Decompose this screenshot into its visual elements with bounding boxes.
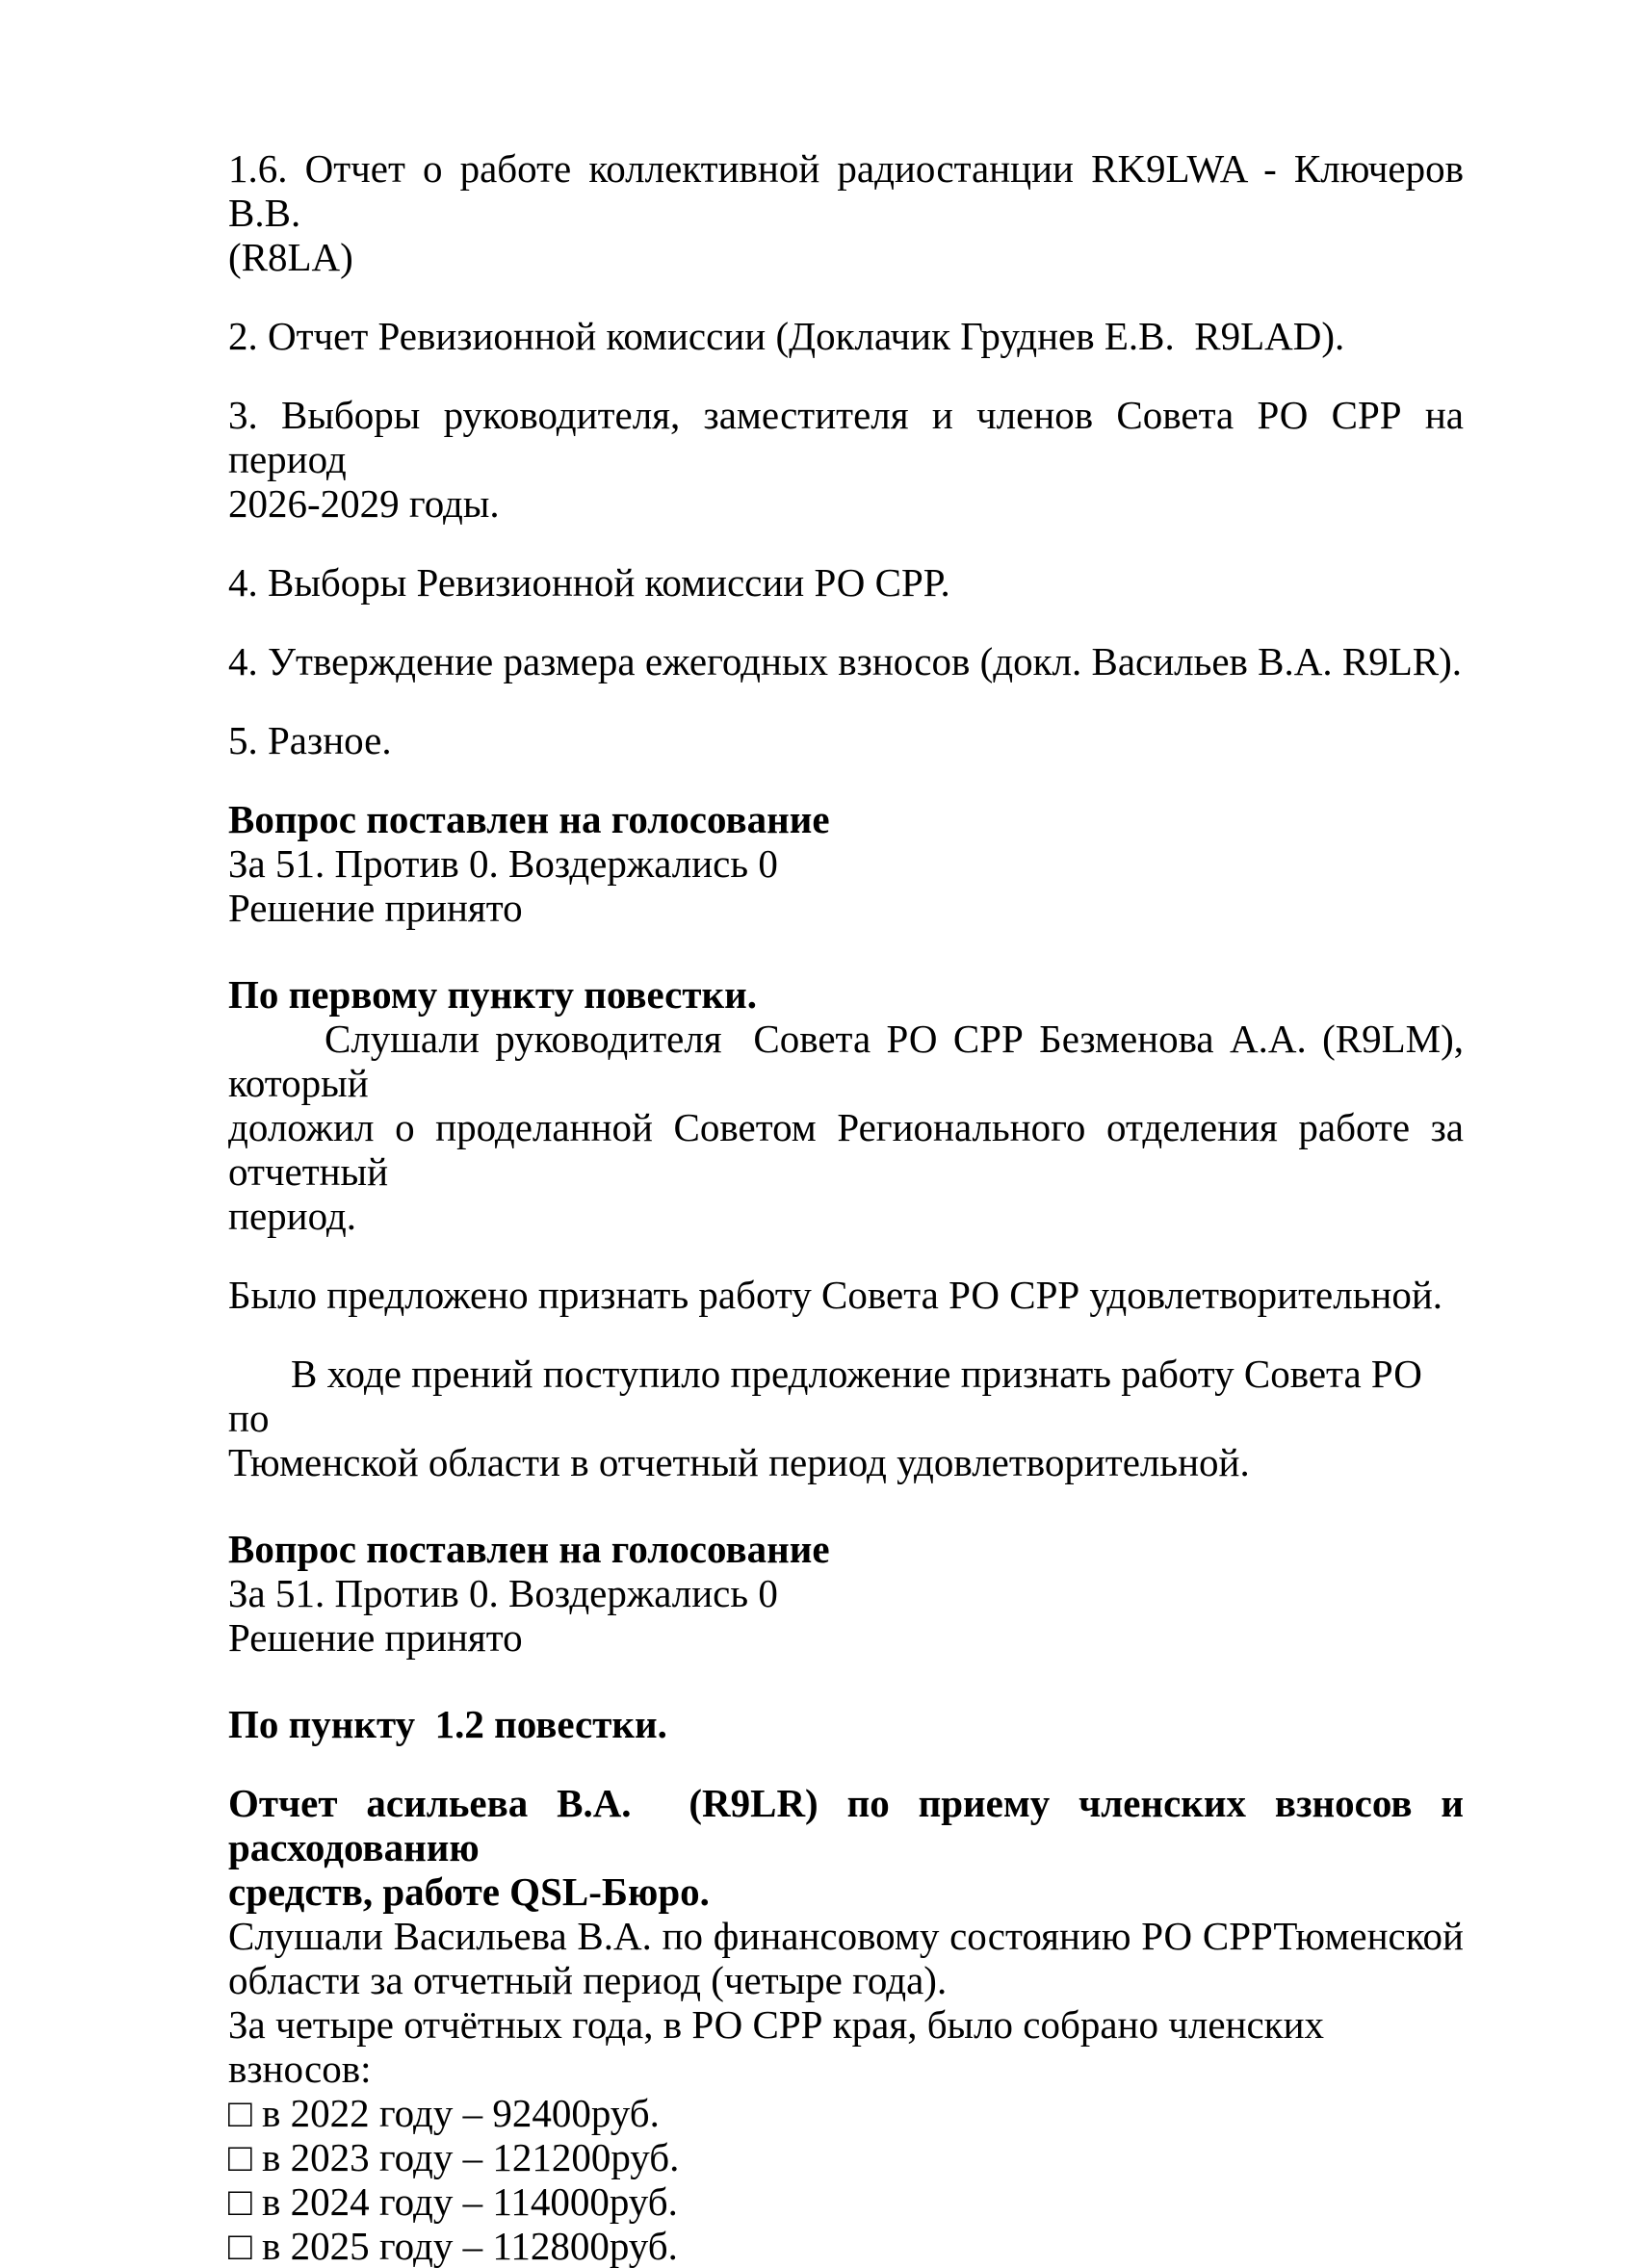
text-line: В ходе прений поступило предложение признать работу Совета РО по [228,1352,1422,1440]
paragraph-finance-report [228,1781,1464,2268]
text-line: По пункту 1.2 повестки. [228,1702,667,1746]
list-item-2023: □ в 2023 году – 121200руб. [228,2135,680,2179]
text-line: доложил о проделанной Советом Регионального отделения работе за отчетный [228,1105,1464,1194]
list-item-2025: □ в 2025 году – 112800руб. [228,2224,678,2268]
text-line: По первому пункту повестки. [228,972,758,1017]
text-line: 5. Разное. [228,718,392,762]
text-line: 2026-2029 годы. [228,481,500,526]
text-line: 2. Отчет Ревизионной комиссии (Доклачик Груднев Е.В. R9LAD). [228,314,1345,358]
text-line: За четыре отчётных года, в РО СРР края, было собрано членских взносов: [228,2002,1325,2091]
vote-result-block [228,797,1464,930]
text-line: Отчет асильева В.А. (R9LR) по приему членских взносов и расходованию [228,1781,1464,1869]
list-item-2024: □ в 2024 году – 114000руб. [228,2179,678,2224]
text-line: 4. Утверждение размера ежегодных взносов (докл. Васильев В.А. R9LR). [228,639,1462,683]
text-line: Слушали руководителя Совета РО СРР Безменова А.А. (R9LM), который [228,1017,1464,1105]
paragraph-debate [228,1352,1464,1484]
vote-result-block [228,1527,1464,1660]
text-line: Вопрос поставлен на голосование [228,797,830,841]
text-line: средств, работе QSL-Бюро. [228,1869,710,1914]
list-item-2022: □ в 2022 году – 92400руб. [228,2091,660,2135]
agenda-item-5 [228,718,1464,762]
text-line: Тюменской области в отчетный период удовлетворительной. [228,1440,1250,1484]
text-line: (R8LA) [228,235,353,279]
text-line: За 51. Против 0. Воздержались 0 [228,1571,778,1615]
paragraph-proposal [228,1273,1464,1317]
text-line: Решение принято [228,886,523,930]
text-line: За 51. Против 0. Воздержались 0 [228,841,778,886]
paragraph-first-item-report [228,1017,1464,1238]
agenda-item-1-6 [228,146,1464,279]
agenda-item-3 [228,393,1464,526]
text-line: 3. Выборы руководителя, заместителя и членов Совета РО СРР на период [228,393,1464,481]
text-line: 4. Выборы Ревизионной комиссии РО СРР. [228,560,950,605]
agenda-item-2 [228,314,1464,358]
text-line: Слушали Васильева В.А. по финансовому состоянию РО СРРТюменской [228,1914,1464,1958]
text-line: период. [228,1194,357,1238]
document-body [228,146,1464,2268]
text-line: 1.6. Отчет о работе коллективной радиостанции RK9LWA - Ключеров В.В. [228,146,1464,235]
section-heading-item-1-2 [228,1702,1464,1746]
agenda-item-4b [228,639,1464,683]
section-heading-first-item [228,972,1464,1017]
text-line: Вопрос поставлен на голосование [228,1527,830,1571]
text-line: области за отчетный период (четыре года). [228,1958,948,2002]
text-line: Решение принято [228,1615,523,1660]
text-line: Было предложено признать работу Совета РО СРР удовлетворительной. [228,1273,1443,1317]
agenda-item-4a [228,560,1464,605]
